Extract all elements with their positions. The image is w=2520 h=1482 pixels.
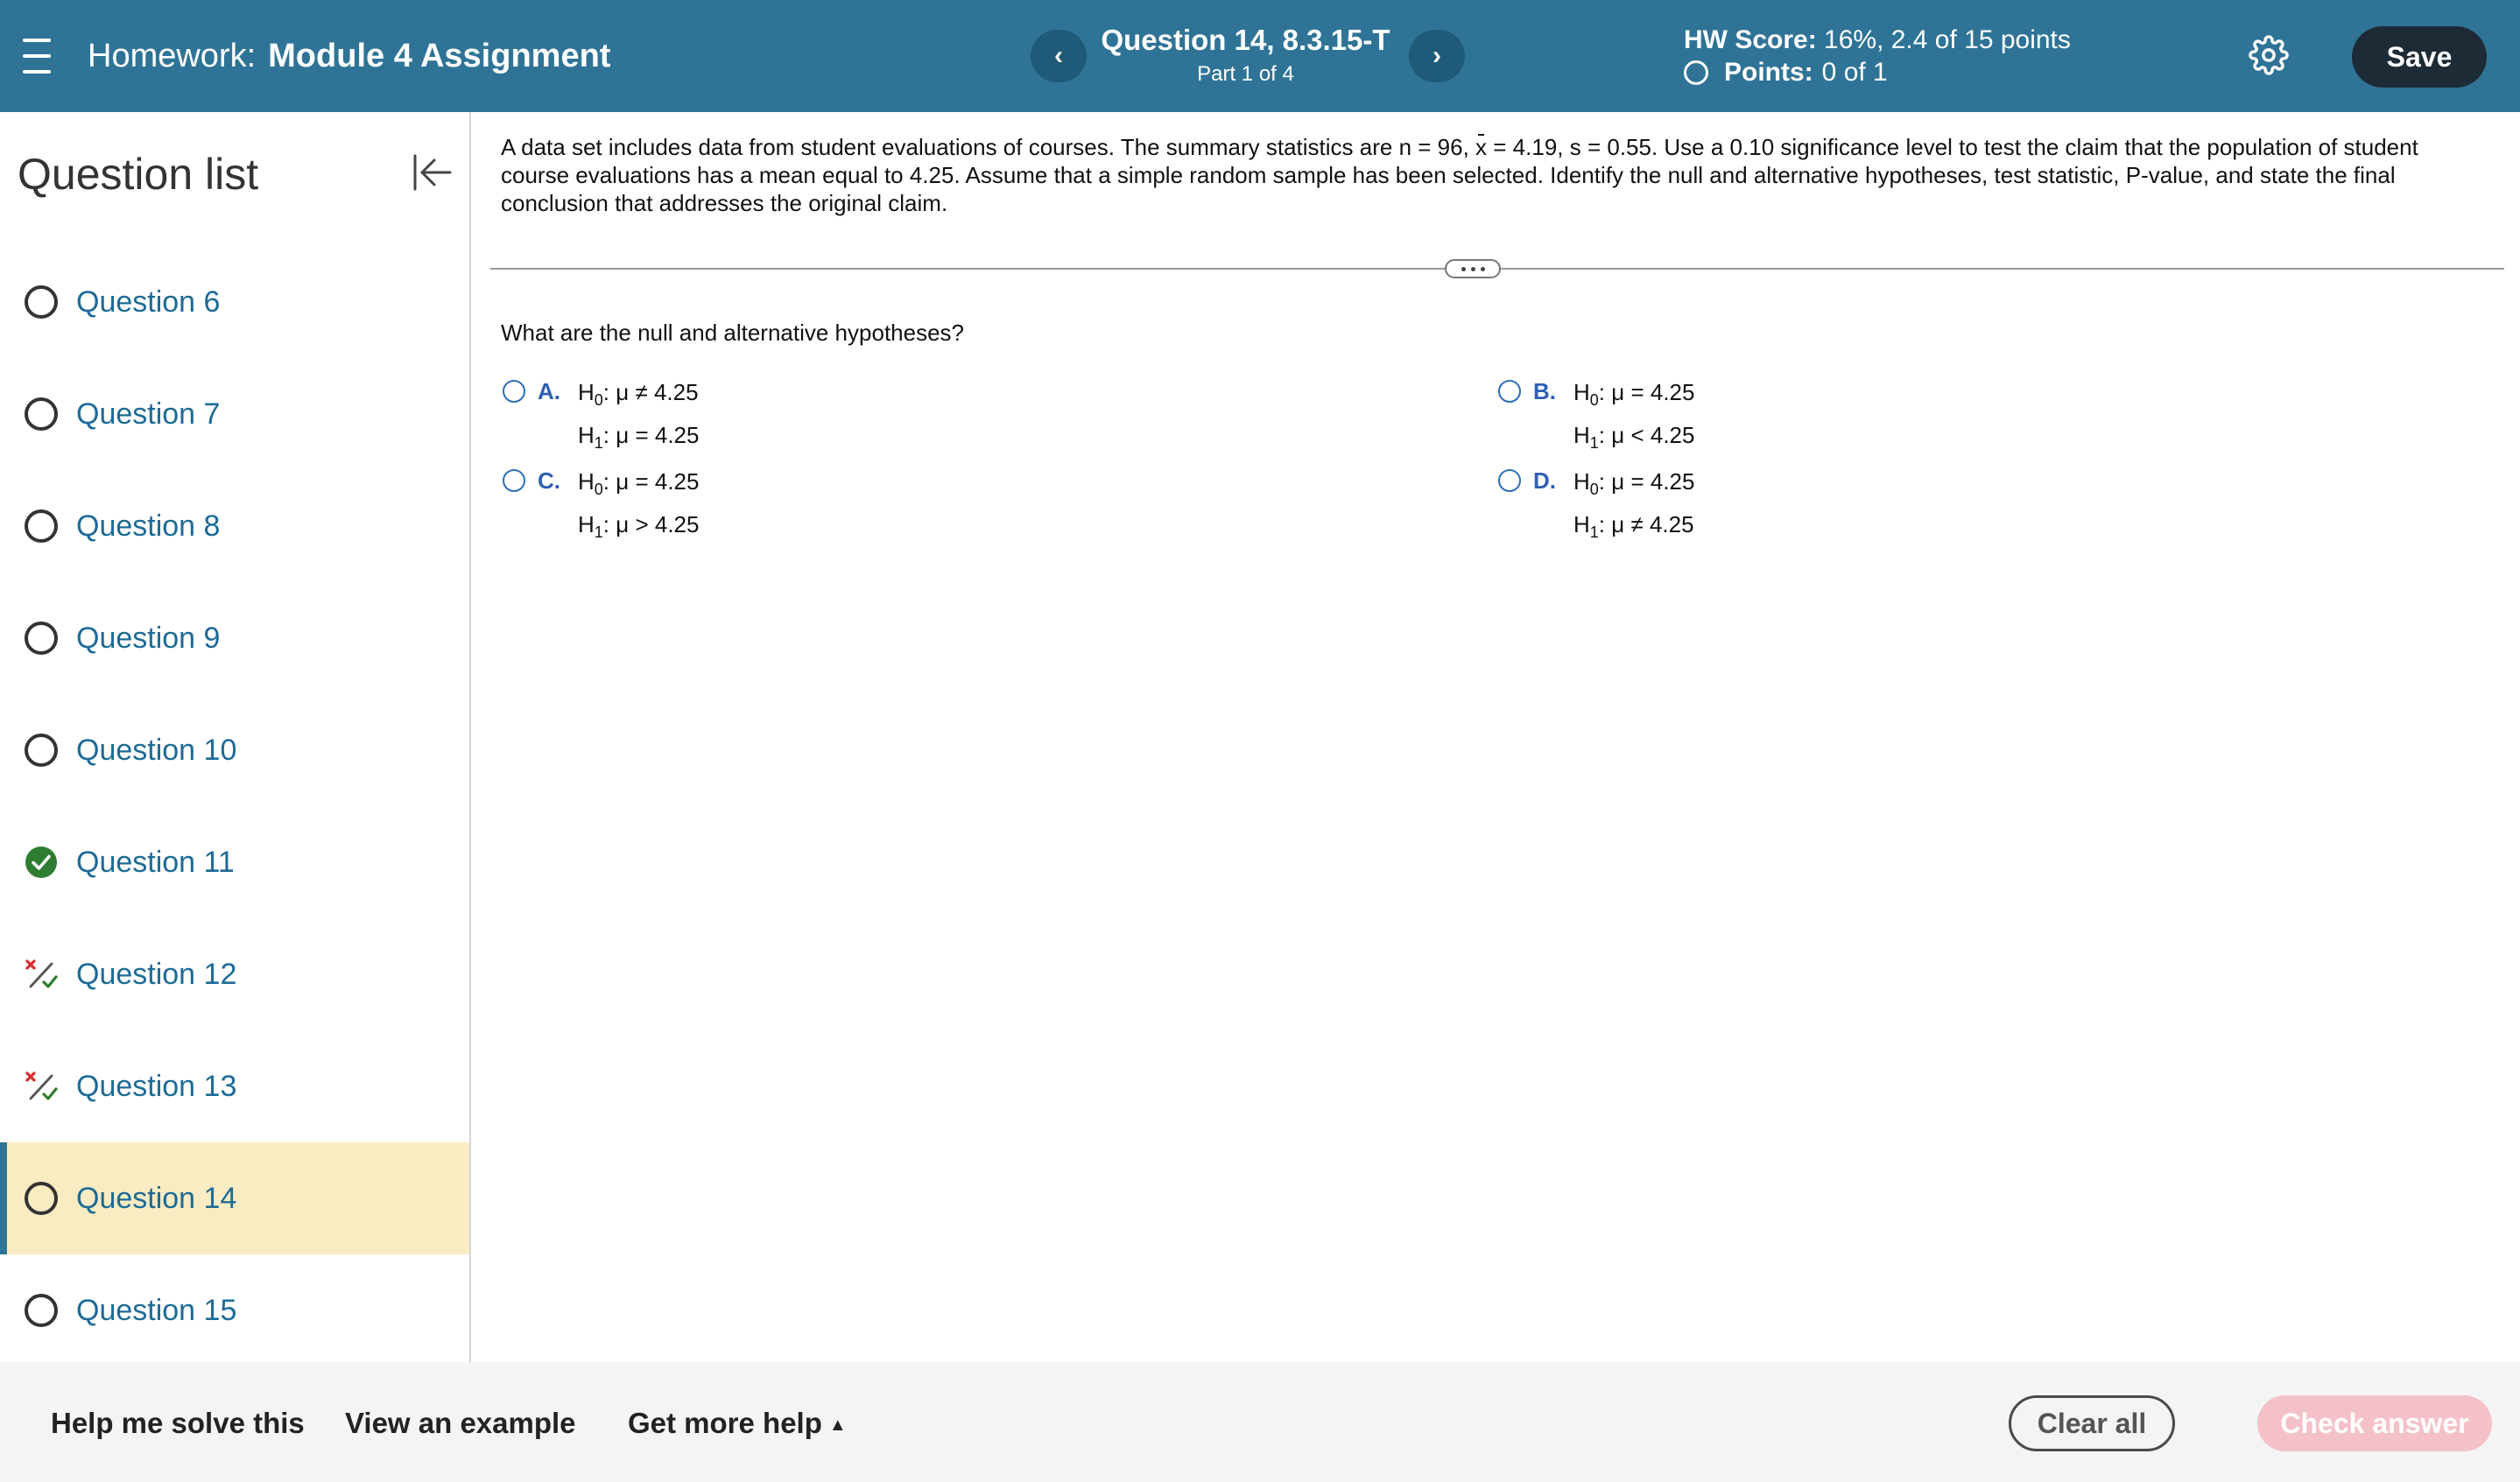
question-list-item[interactable] (0, 918, 469, 1030)
save-button[interactable]: Save (2352, 26, 2487, 88)
hw-score (1684, 25, 2071, 56)
unanswered-circle-icon (25, 285, 58, 319)
question-list-title: Question list (18, 150, 259, 199)
choice-hypotheses (1573, 375, 1694, 460)
choice-c[interactable] (503, 464, 699, 550)
choice-letter: C. (538, 467, 560, 494)
question-list-item-label: Question 9 (76, 622, 221, 655)
part-prompt: What are the null and alternative hypotheses? (501, 320, 965, 346)
question-list-item-label: Question 15 (76, 1294, 237, 1327)
correct-checkmark-icon (25, 846, 58, 879)
choice-d-radio[interactable] (1498, 469, 1521, 492)
question-statement (501, 133, 2487, 217)
alternative-hypothesis: $H_1$: μ = 4.25 (578, 422, 700, 453)
bottom-toolbar (0, 1362, 2520, 1482)
choice-letter: D. (1533, 467, 1556, 494)
choice-hypotheses (578, 464, 699, 550)
partial-credit-icon (25, 958, 58, 991)
collapse-sidebar-icon[interactable] (408, 149, 455, 196)
null-hypothesis: $H_0$: μ = 4.25 (578, 468, 700, 499)
question-list-item[interactable] (0, 582, 469, 694)
question-list-item-label: Question 14 (76, 1182, 237, 1215)
menu-icon[interactable] (23, 39, 54, 74)
question-list-item[interactable] (0, 470, 469, 582)
question-list-item-label: Question 10 (76, 734, 237, 767)
choice-letter: A. (538, 378, 560, 404)
help-me-solve-button[interactable]: Help me solve this (51, 1407, 305, 1439)
question-list-item[interactable] (0, 358, 469, 470)
previous-question-button[interactable]: ‹ (1031, 30, 1087, 82)
null-hypothesis: $H_0$: μ = 4.25 (1573, 468, 1695, 499)
caret-up-icon: ▲ (828, 1415, 847, 1436)
homework-title (88, 35, 610, 77)
check-answer-button[interactable]: Check answer (2257, 1395, 2492, 1451)
question-list-item-current[interactable] (0, 1142, 469, 1254)
next-question-button[interactable]: › (1409, 30, 1465, 82)
question-list-item[interactable] (0, 806, 469, 918)
settings-gear-icon[interactable] (2249, 35, 2289, 75)
choice-b-radio[interactable] (1498, 380, 1521, 403)
choice-a-radio[interactable] (503, 380, 525, 403)
hw-score-value: 16%, 2.4 of 15 points (1824, 25, 2071, 54)
question-list-item-label: Question 12 (76, 958, 237, 991)
homework-title-prefix: Homework: (88, 38, 257, 74)
null-hypothesis: $H_0$: μ ≠ 4.25 (578, 379, 699, 410)
points-status-icon (1684, 60, 1708, 85)
choice-b[interactable] (1498, 375, 1694, 460)
view-example-button[interactable]: View an example (345, 1407, 576, 1439)
unanswered-circle-icon (25, 734, 58, 767)
question-part: Part 1 of 4 (1197, 62, 1294, 86)
choice-hypotheses (578, 375, 699, 460)
question-text-part1: A data set includes data from student evaluations of courses. The summary statistics are n = 96, (501, 134, 1476, 160)
question-list-item[interactable] (0, 694, 469, 806)
unanswered-circle-icon (25, 1182, 58, 1215)
get-more-help-label: Get more help (628, 1407, 822, 1439)
assignment-name: Module 4 Assignment (268, 38, 611, 74)
unanswered-circle-icon (25, 509, 58, 543)
hw-score-label: HW Score: (1684, 25, 1817, 54)
points-value: 0 of 1 (1821, 58, 1888, 87)
question-list-item-label: Question 7 (76, 397, 221, 431)
get-more-help-button[interactable] (628, 1406, 847, 1443)
question-list-item-label: Question 8 (76, 509, 221, 543)
question-title: Question 14, 8.3.15-T (1101, 24, 1390, 56)
question-list-item-label: Question 13 (76, 1070, 237, 1103)
alternative-hypothesis: $H_1$: μ < 4.25 (1573, 422, 1695, 453)
x-bar-symbol: x (1475, 134, 1488, 160)
null-hypothesis: $H_0$: μ = 4.25 (1573, 379, 1695, 410)
choice-letter: B. (1533, 378, 1556, 404)
points-status (1684, 56, 1888, 89)
question-list-item[interactable] (0, 1254, 469, 1366)
unanswered-circle-icon (25, 397, 58, 431)
clear-all-button[interactable]: Clear all (2009, 1395, 2175, 1451)
choice-a[interactable] (503, 375, 699, 460)
points-label: Points: (1724, 58, 1813, 87)
alternative-hypothesis: $H_1$: μ > 4.25 (578, 511, 700, 542)
question-list-sidebar (0, 112, 471, 1362)
question-list-item[interactable] (0, 1030, 469, 1142)
question-list-item-label: Question 11 (76, 846, 235, 879)
partial-credit-icon (25, 1070, 58, 1103)
choice-hypotheses (1573, 464, 1694, 550)
choice-d[interactable] (1498, 464, 1694, 550)
question-text-part2: = 4.19, s = 0.55. Use a 0.10 significance level to test the claim that the population of student course evaluations has a mean equal to 4.25. Assume that a simple random sample has been selected. Identify the null and alternative hypotheses, test statistic, P-value, and state the final conclusion that addresses the original claim. (501, 134, 2418, 216)
unanswered-circle-icon (25, 1294, 58, 1327)
question-list-item-label: Question 6 (76, 285, 221, 319)
alternative-hypothesis: $H_1$: μ ≠ 4.25 (1573, 511, 1694, 542)
question-list-item[interactable] (0, 246, 469, 358)
choice-c-radio[interactable] (503, 469, 525, 492)
top-header (0, 0, 2520, 112)
unanswered-circle-icon (25, 622, 58, 655)
divider-drag-handle[interactable] (1445, 259, 1501, 278)
